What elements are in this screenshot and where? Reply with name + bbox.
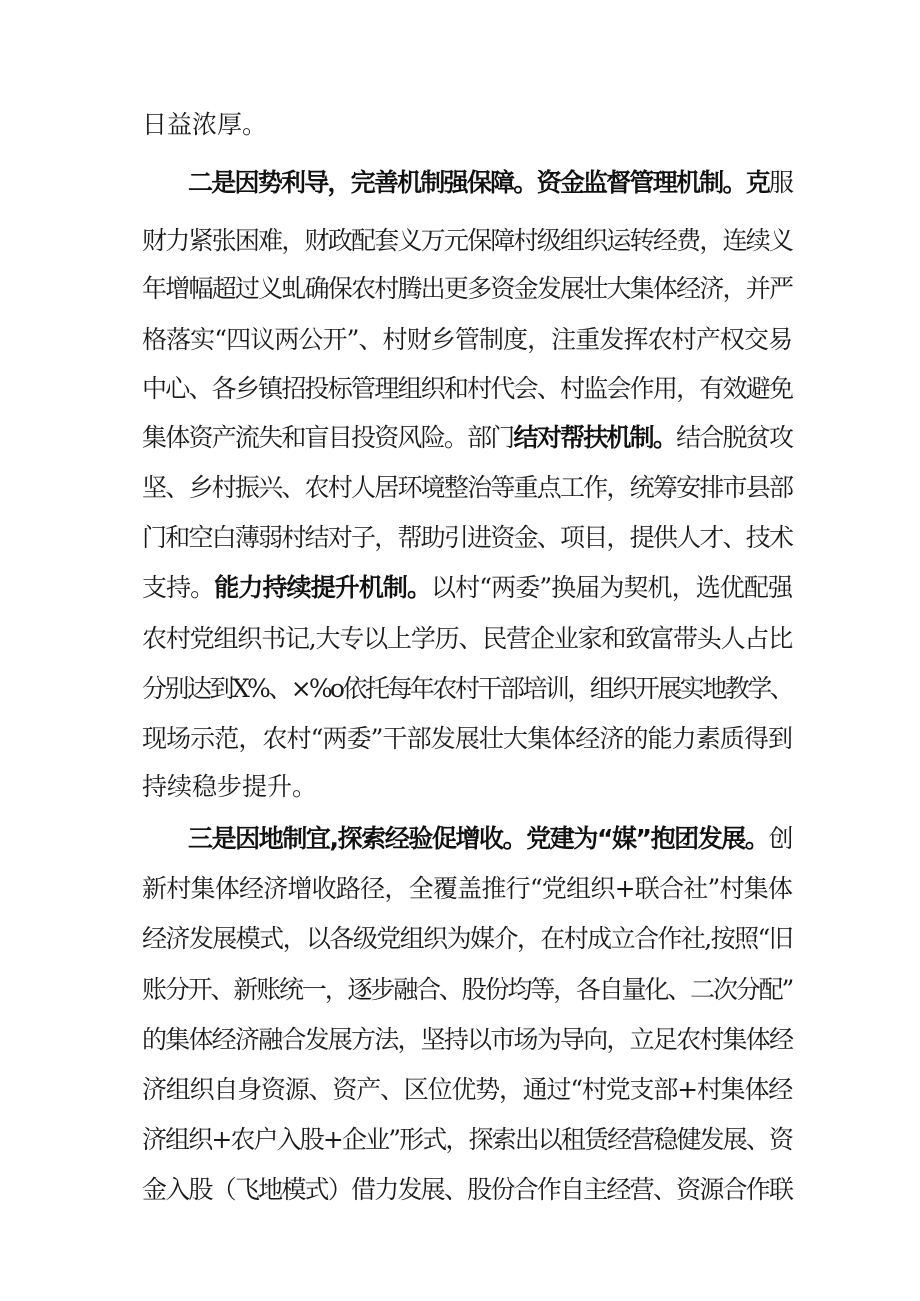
text-run: 济组织自身资源、资产、区位优势，通过“村党支部+村集体经 [142,1075,792,1104]
paragraph-line [142,103,792,147]
paragraph-line [142,367,792,411]
paragraph-line [142,318,792,362]
text-run: 支持。 [142,573,215,602]
text-run: 金入股（飞地模式）借力发展、股份合作自主经营、资源合作联 [142,1175,792,1204]
paragraph-line [142,867,792,911]
paragraph-line [142,968,792,1012]
text-run: 格落实“四议两公开”、村财乡管制度，注重发挥农村产权交易 [142,325,792,354]
paragraph-line [142,1118,792,1162]
paragraph-line [142,1068,792,1112]
text-run: 结合脱贫攻 [676,423,792,452]
bold-heading: 结对帮扶机制。 [513,423,677,452]
bold-heading: 二是因势利导，完善机制强保障。资金监督管理机制。克 [188,168,769,197]
text-run: 现场示范，农村“两委”干部发展壮大集体经济的能力素质得到 [142,724,792,753]
paragraph-line [142,765,792,809]
paragraph-line [142,267,792,311]
paragraph-line [142,1168,792,1212]
paragraph-line [188,161,792,205]
bold-heading: 三是因地制宜,探索经验促增收。党建为“媒”抱团发展。 [188,824,769,853]
text-run: 农村党组织书记,大专以上学历、民营企业家和致富带头人占比 [142,624,792,653]
paragraph-line [142,617,792,661]
text-run: 财力紧张困难，财政配套义万元保障村级组织运转经费，连续义 [142,226,792,255]
text-run: 日益浓厚。 [142,110,268,139]
text-run: 坚、乡村振兴、农村人居环境整治等重点工作，统筹安排市县部 [142,473,792,502]
text-run: 以村“两委”换届为契机，选优配强 [431,573,792,602]
text-run: 创 [768,824,792,853]
text-run: 分别达到X%、×%o依托每年农村干部培训，组织开展实地教学、 [142,674,792,703]
paragraph-line [142,219,792,263]
paragraph-line [142,917,792,961]
paragraph-line [188,817,792,861]
text-run: 年增幅超过义虬确保农村腾出更多资金发展壮大集体经济，并严 [142,274,792,303]
text-run: 账分开、新账统一，逐步融合、股份均等，各自量化、二次分配” [142,975,792,1004]
paragraph-line [142,717,792,761]
text-run: 经济发展模式，以各级党组织为媒介，在村成立合作社,按照“旧 [142,924,792,953]
text-run: 中心、各乡镇招投标管理组织和村代会、村监会作用，有效避免 [142,374,792,403]
text-run: 济组织+农户入股+企业”形式，探索出以租赁经营稳健发展、资 [142,1125,792,1154]
paragraph-line [142,667,792,711]
text-run: 集体资产流失和盲目投资风险。部门 [142,423,514,452]
paragraph-line [142,466,792,510]
paragraph-line [142,566,792,610]
paragraph-line [142,416,792,460]
text-run: 门和空白薄弱村结对子，帮助引进资金、项目，提供人才、技术 [142,523,792,552]
text-run: 的集体经济融合发展方法，坚持以市场为导向，立足农村集体经 [142,1025,792,1054]
text-run: 新村集体经济增收路径，全覆盖推行“党组织+联合社”村集体 [142,874,792,903]
text-run: 服 [768,168,792,197]
bold-heading: 能力持续提升机制。 [214,573,432,602]
paragraph-line [142,516,792,560]
paragraph-line [142,1018,792,1062]
text-run: 持续稳步提升。 [142,772,318,801]
